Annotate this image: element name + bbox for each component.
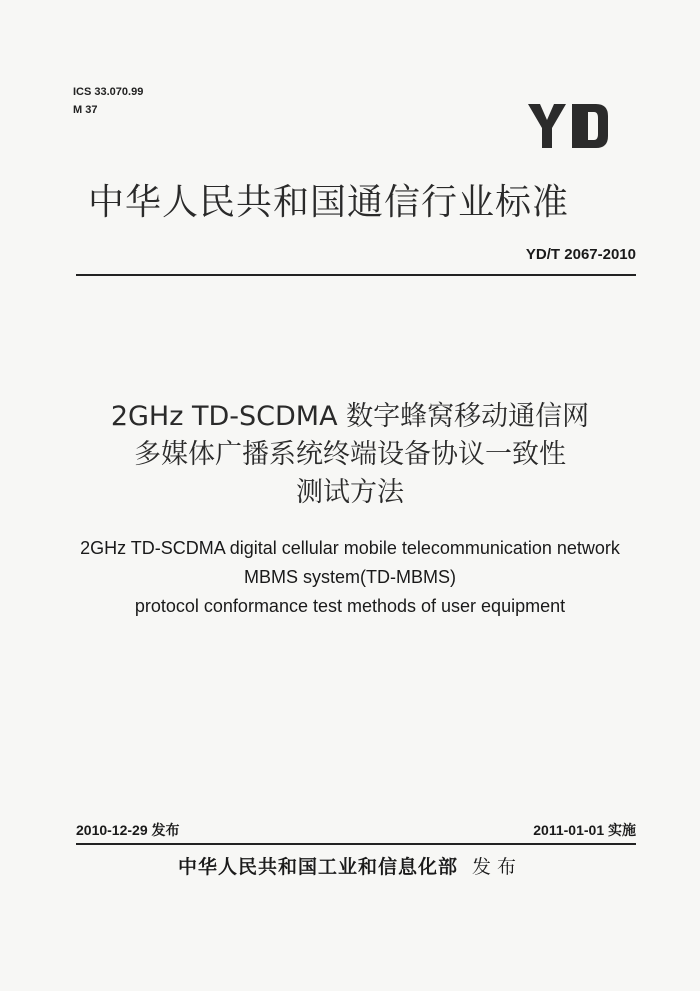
standard-code: YD/T 2067-2010 xyxy=(525,246,636,263)
ics-code: ICS 33.070.99 xyxy=(73,86,144,98)
yd-logo-graphic xyxy=(528,104,610,148)
yd-logo xyxy=(528,104,610,148)
chinese-title xyxy=(40,398,660,512)
issuer-name: 中华人民共和国工业和信息化部 xyxy=(177,856,458,878)
issuing-authority xyxy=(0,852,700,879)
publish-date: 2010-12-29 发布 xyxy=(76,822,180,838)
issuer-suffix: 发布 xyxy=(472,856,523,878)
english-title-line-3: protocol conformance test methods of user equipment xyxy=(134,596,566,616)
chinese-title-line-1: 2GHz TD-SCDMA 数字蜂窝移动通信网 xyxy=(110,401,590,432)
english-title xyxy=(40,534,660,621)
top-divider xyxy=(76,274,636,276)
english-title-line-1: 2GHz TD-SCDMA digital cellular mobile telecommunication network xyxy=(80,538,620,558)
chinese-title-line-2: 多媒体广播系统终端设备协议一致性 xyxy=(134,439,566,470)
implementation-date: 2011-01-01 实施 xyxy=(533,822,636,838)
standard-category-title: 中华人民共和国通信行业标准 xyxy=(88,182,570,223)
ccs-code: M 37 xyxy=(73,104,98,116)
bottom-divider xyxy=(76,843,636,845)
chinese-title-line-3: 测试方法 xyxy=(296,477,404,508)
english-title-line-2: MBMS system(TD-MBMS) xyxy=(244,567,456,587)
